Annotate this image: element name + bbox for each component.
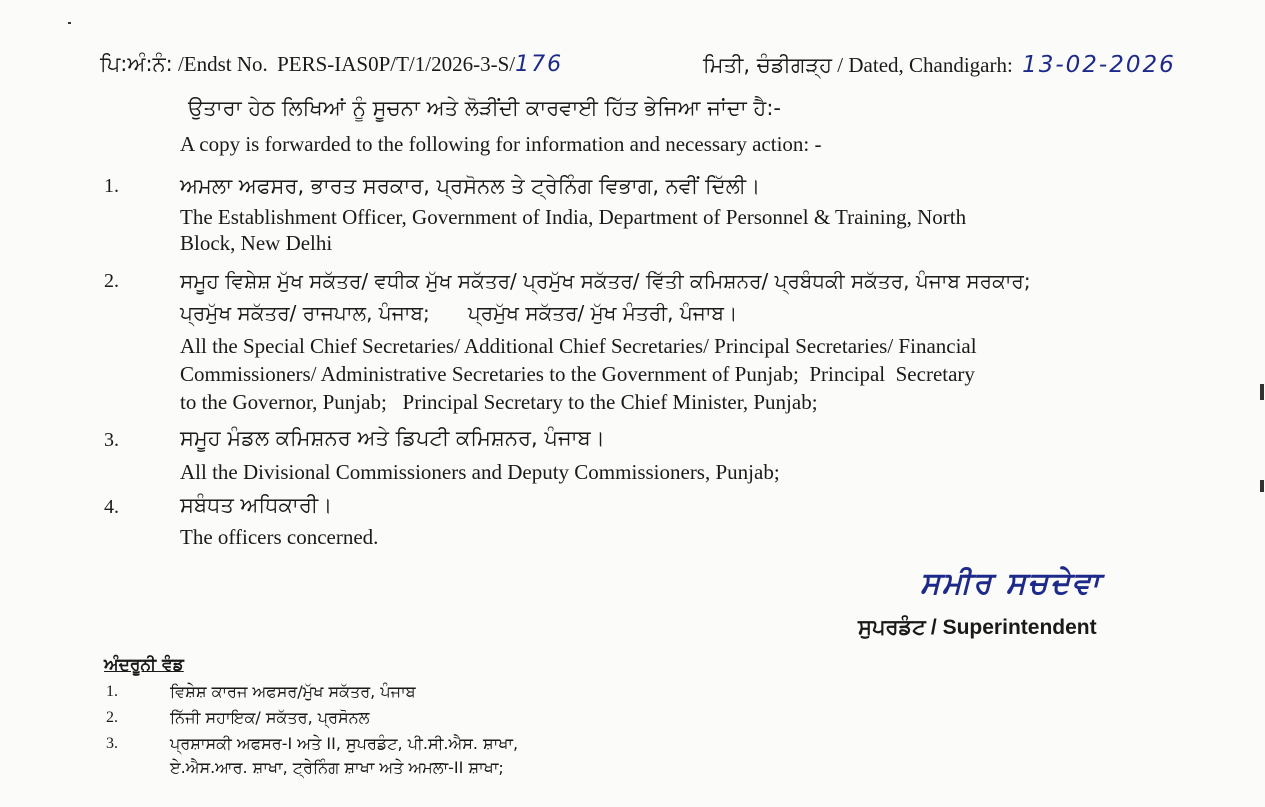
ref-handwritten-number: 176 (515, 52, 564, 77)
date-label-pa: ਮਿਤੀ, ਚੰਡੀਗੜ੍ਹ (703, 53, 833, 77)
item-pa-line: ਸਮੂਹ ਮੰਡਲ ਕਮਿਸ਼ਨਰ ਅਤੇ ਡਿਪਟੀ ਕਮਿਸ਼ਨਰ, ਪੰਜਾਬ। (180, 426, 605, 450)
internal-item-number: 2. (106, 709, 118, 726)
item-en-line: to the Governor, Punjab; Principal Secretary to the Chief Minister, Punjab; (180, 390, 818, 414)
item-pa-line: ਸਬੰਧਤ ਅਧਿਕਾਰੀ। (180, 493, 333, 517)
item-pa-line: ਸਮੂਹ ਵਿਸ਼ੇਸ਼ ਮੁੱਖ ਸਕੱਤਰ/ ਵਧੀਕ ਮੁੱਖ ਸਕੱਤਰ/ ਪ੍ਰਮੁੱਖ ਸਕੱਤਰ/ ਵਿੱਤੀ ਕਮਿਸ਼ਨਰ/ ਪ੍ਰਬੰਧਕੀ ਸਕੱਤਰ, ਪੰਜਾਬ ਸਰਕਾਰ; (180, 269, 1031, 293)
scan-mark (1260, 480, 1264, 492)
handwritten-signature: ਸਮੀਰ ਸਚਦੇਵਾ (920, 566, 1102, 601)
internal-item-number: 3. (106, 735, 118, 752)
designation-pa: ਸੁਪਰਡੰਟ (858, 615, 926, 639)
item-number: 4. (104, 496, 119, 518)
item-number: 3. (104, 429, 119, 451)
date-block (703, 52, 1176, 78)
item-en-line: Block, New Delhi (180, 231, 333, 255)
intro-en: A copy is forwarded to the following for information and necessary action: - (180, 132, 822, 156)
ref-prefix-pa: ਪਿ:ਅੰ:ਨੰ: (100, 52, 173, 76)
internal-item-line: ਪ੍ਰਸ਼ਾਸਕੀ ਅਫਸਰ-I ਅਤੇ II, ਸੁਪਰਡੰਟ, ਪੀ.ਸੀ.ਐਸ. ਸ਼ਾਖਾ, (170, 734, 519, 753)
scan-mark (1260, 384, 1264, 400)
item-en-line: All the Special Chief Secretaries/ Additional Chief Secretaries/ Principal Secretaries/ Financial (180, 334, 977, 358)
ref-code: PERS-IAS0P/T/1/2026-3-S/ (277, 52, 516, 76)
ref-label-en: /Endst No. (177, 52, 268, 76)
internal-distribution-title: ਅੰਦਰੂਨੀ ਵੰਡ (104, 655, 184, 675)
item-en-line: All the Divisional Commissioners and Deputy Commissioners, Punjab; (180, 460, 780, 484)
item-number: 1. (104, 175, 119, 197)
item-pa-line: ਪ੍ਰਮੁੱਖ ਸਕੱਤਰ/ ਰਾਜਪਾਲ, ਪੰਜਾਬ; ਪ੍ਰਮੁੱਖ ਸਕੱਤਰ/ ਮੁੱਖ ਮੰਤਰੀ, ਪੰਜਾਬ। (180, 301, 738, 325)
item-number: 2. (104, 270, 119, 292)
designation-en: / Superintendent (930, 616, 1097, 639)
item-en-line: The Establishment Officer, Government of India, Department of Personnel & Training, North (180, 205, 967, 229)
intro-pa: ਉਤਾਰਾ ਹੇਠ ਲਿਖਿਆਂ ਨੂੰ ਸੂਚਨਾ ਅਤੇ ਲੋੜੀਂਦੀ ਕਾਰਵਾਈ ਹਿੱਤ ਭੇਜਿਆ ਜਾਂਦਾ ਹੈ:- (188, 96, 781, 120)
internal-item-line: ਏ.ਐਸ.ਆਰ. ਸ਼ਾਖਾ, ਟ੍ਰੇਨਿੰਗ ਸ਼ਾਖਾ ਅਤੇ ਅਮਲਾ-II ਸ਼ਾਖਾ; (170, 758, 504, 777)
endorsement-header (100, 52, 563, 77)
scan-mark (68, 22, 71, 24)
date-label-en: / Dated, Chandigarh: (837, 53, 1013, 77)
date-handwritten: 13-02-2026 (1022, 52, 1176, 78)
signatory-designation (858, 615, 1097, 640)
internal-item-number: 1. (106, 683, 118, 700)
item-en-line: The officers concerned. (180, 525, 379, 549)
internal-item-line: ਵਿਸ਼ੇਸ਼ ਕਾਰਜ ਅਫਸਰ/ਮੁੱਖ ਸਕੱਤਰ, ਪੰਜਾਬ (170, 682, 416, 701)
item-pa-line: ਅਮਲਾ ਅਫਸਰ, ਭਾਰਤ ਸਰਕਾਰ, ਪ੍ਰਸੋਨਲ ਤੇ ਟ੍ਰੇਨਿੰਗ ਵਿਭਾਗ, ਨਵੀਂ ਦਿੱਲੀ। (180, 174, 761, 198)
item-en-line: Commissioners/ Administrative Secretaries to the Government of Punjab; Principal Secretary (180, 362, 975, 386)
internal-item-line: ਨਿੱਜੀ ਸਹਾਇਕ/ ਸਕੱਤਰ, ਪ੍ਰਸੋਨਲ (170, 708, 370, 727)
